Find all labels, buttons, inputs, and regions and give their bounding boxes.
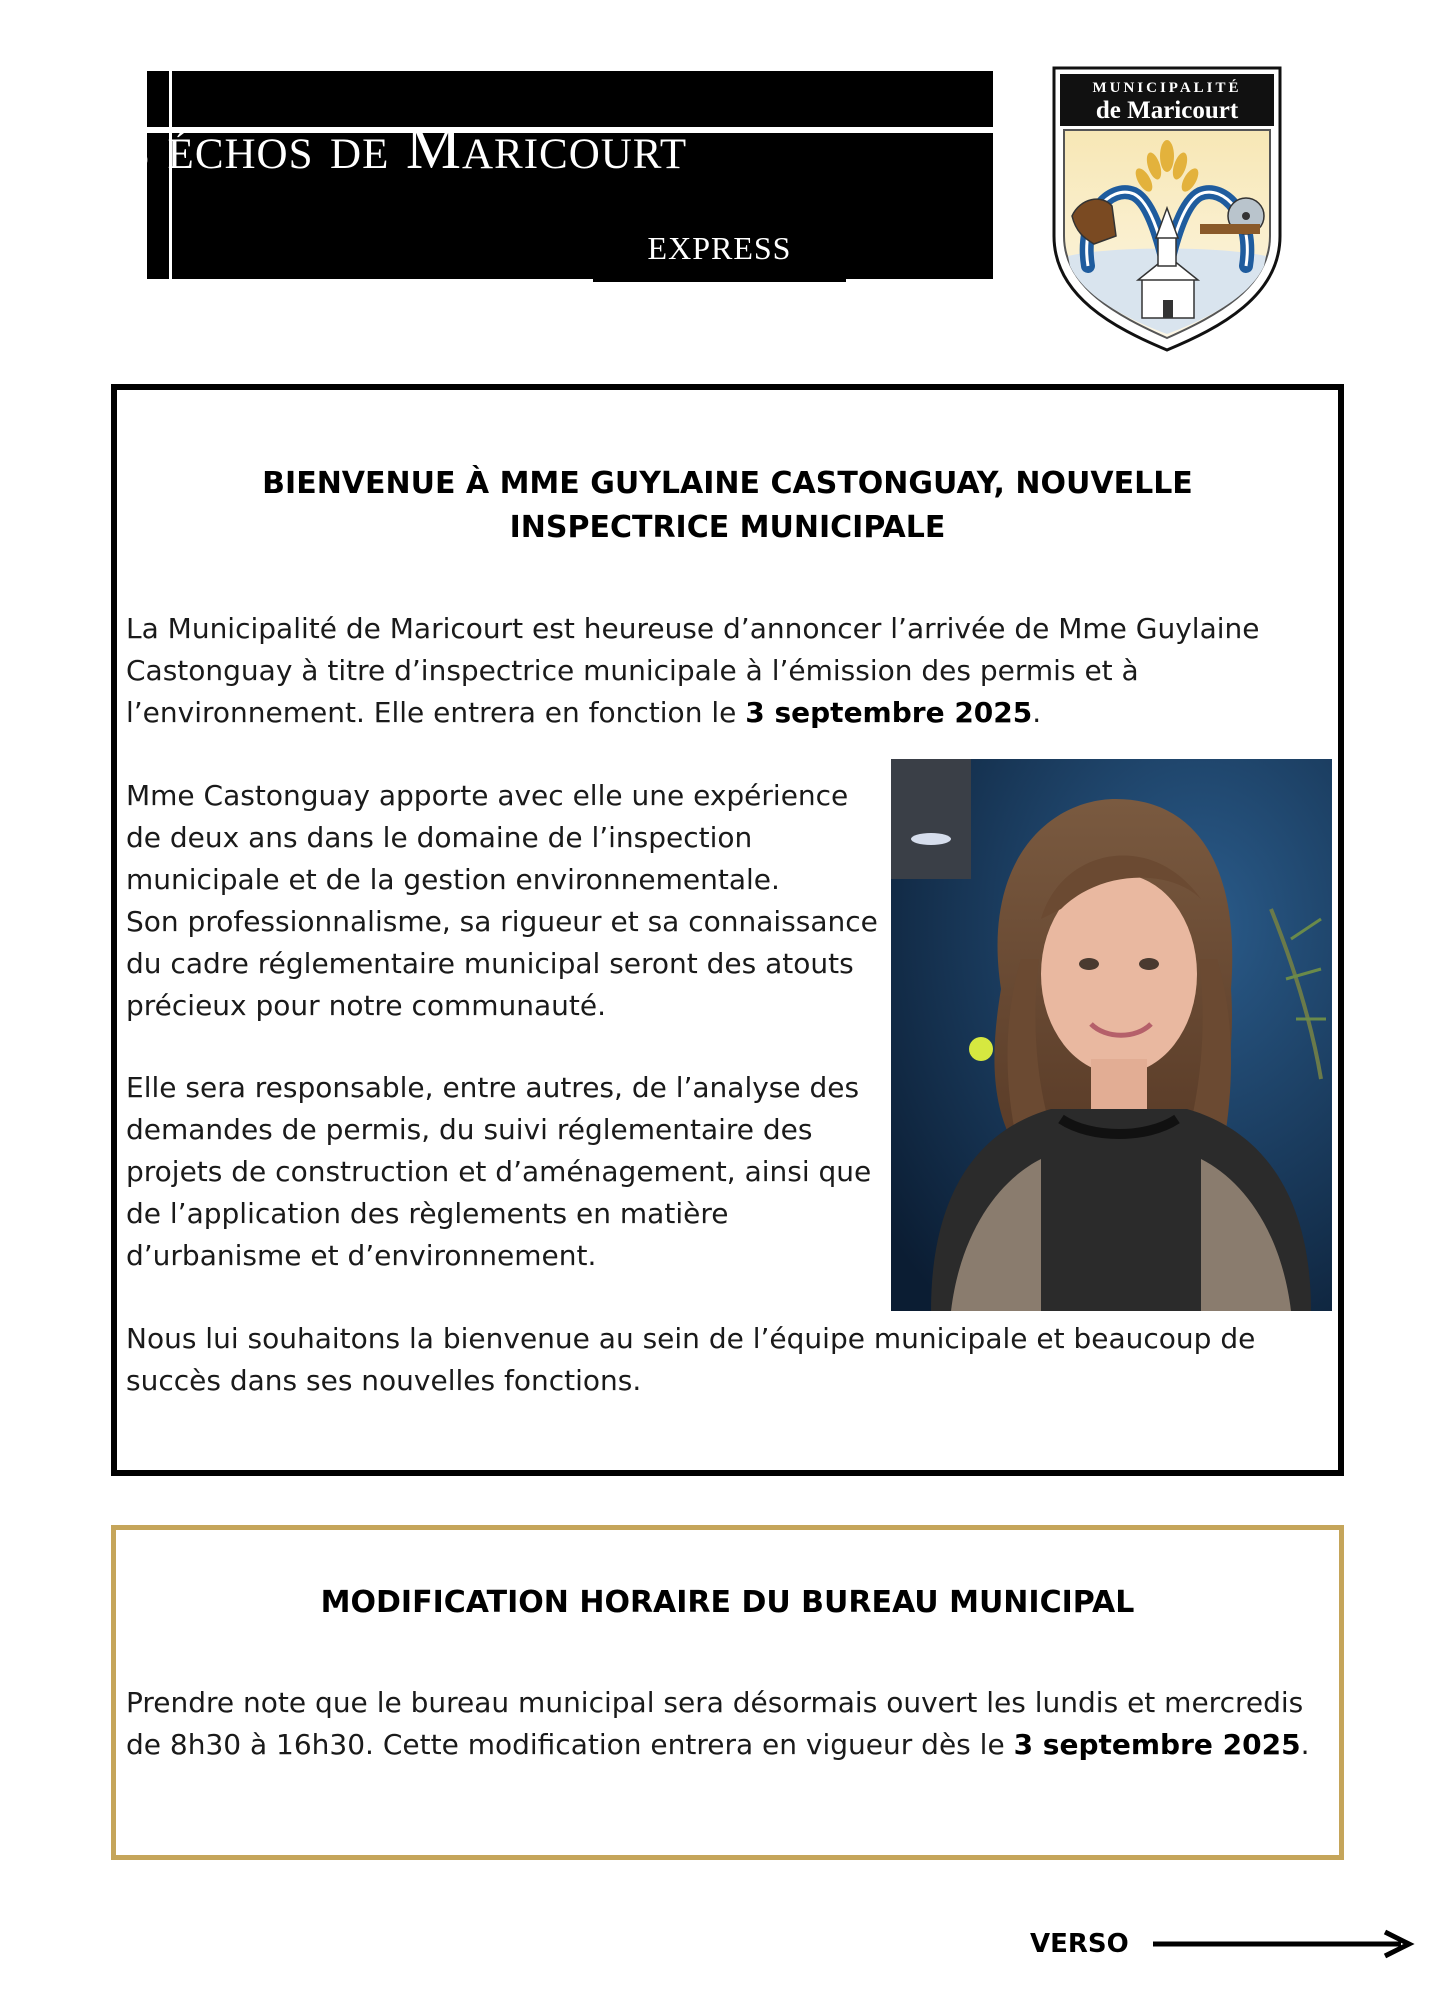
article1-p2-line: municipale et de la gestion environnementale. bbox=[126, 863, 780, 896]
article1-p2-line: de deux ans dans le domaine de l’inspection bbox=[126, 821, 753, 854]
article1-p2-line: précieux pour notre communauté. bbox=[126, 989, 607, 1022]
article1-p2-line: du cadre réglementaire municipal seront des atouts bbox=[126, 947, 854, 980]
article1-p2-line: Mme Castonguay apporte avec elle une expérience bbox=[126, 779, 849, 812]
article1-p2-line: Son professionnalisme, sa rigueur et sa connaissance bbox=[126, 905, 878, 938]
article1-p3-line: projets de construction et d’aménagement, ainsi que bbox=[126, 1155, 872, 1188]
article1-p4-line: succès dans ses nouvelles fonctions. bbox=[126, 1364, 642, 1397]
article1-p3-line: de l’application des règlements en matière bbox=[126, 1197, 729, 1230]
article1-p3-line: Elle sera responsable, entre autres, de l’analyse des bbox=[126, 1071, 860, 1104]
arrow-right-icon bbox=[1153, 1927, 1415, 1961]
article1-heading-line2: INSPECTRICE MUNICIPALE bbox=[509, 510, 946, 545]
article1-p1-line: La Municipalité de Maricourt est heureuse d’annoncer l’arrivée de Mme Guylaine bbox=[126, 612, 1260, 645]
verso-label: VERSO bbox=[1030, 1929, 1129, 1959]
article2-heading: MODIFICATION HORAIRE DU BUREAU MUNICIPAL bbox=[320, 1585, 1135, 1620]
article1-p1-text: l’environnement. Elle entrera en fonction le bbox=[126, 696, 746, 729]
municipal-crest-logo bbox=[1050, 66, 1284, 352]
article1-heading-line1: BIENVENUE À MME GUYLAINE CASTONGUAY, NOUVELLE bbox=[262, 466, 1193, 501]
article1-p1-line: Castonguay à titre d’inspectrice municipale à l’émission des permis et à bbox=[126, 654, 1139, 687]
article1-p4-line: Nous lui souhaitons la bienvenue au sein de l’équipe municipale et beaucoup de bbox=[126, 1322, 1256, 1355]
article2-line2-text: de 8h30 à 16h30. Cette modification entrera en vigueur dès le bbox=[126, 1728, 1014, 1761]
article2-line2-punct: . bbox=[1300, 1728, 1310, 1761]
start-date: 3 septembre 2025 bbox=[745, 696, 1033, 729]
effective-date: 3 septembre 2025 bbox=[1013, 1728, 1301, 1761]
article1-p1-last-line bbox=[126, 692, 1326, 734]
newsletter-subtitle: EXPRESS bbox=[593, 214, 846, 282]
article2-line2 bbox=[126, 1724, 1336, 1766]
crest-line2: de Maricourt bbox=[1095, 97, 1239, 124]
article1-p3-line: demandes de permis, du suivi réglementaire des bbox=[126, 1113, 813, 1146]
article1-p3-line: d’urbanisme et d’environnement. bbox=[126, 1239, 597, 1272]
article2-line1: Prendre note que le bureau municipal sera désormais ouvert les lundis et mercredis bbox=[126, 1686, 1304, 1719]
inspector-portrait-photo bbox=[891, 759, 1332, 1311]
crest-line1: MUNICIPALITÉ bbox=[1092, 80, 1242, 96]
article1-p1-punct: . bbox=[1032, 696, 1042, 729]
newsletter-title: Les échos de Maricourt bbox=[60, 114, 688, 182]
